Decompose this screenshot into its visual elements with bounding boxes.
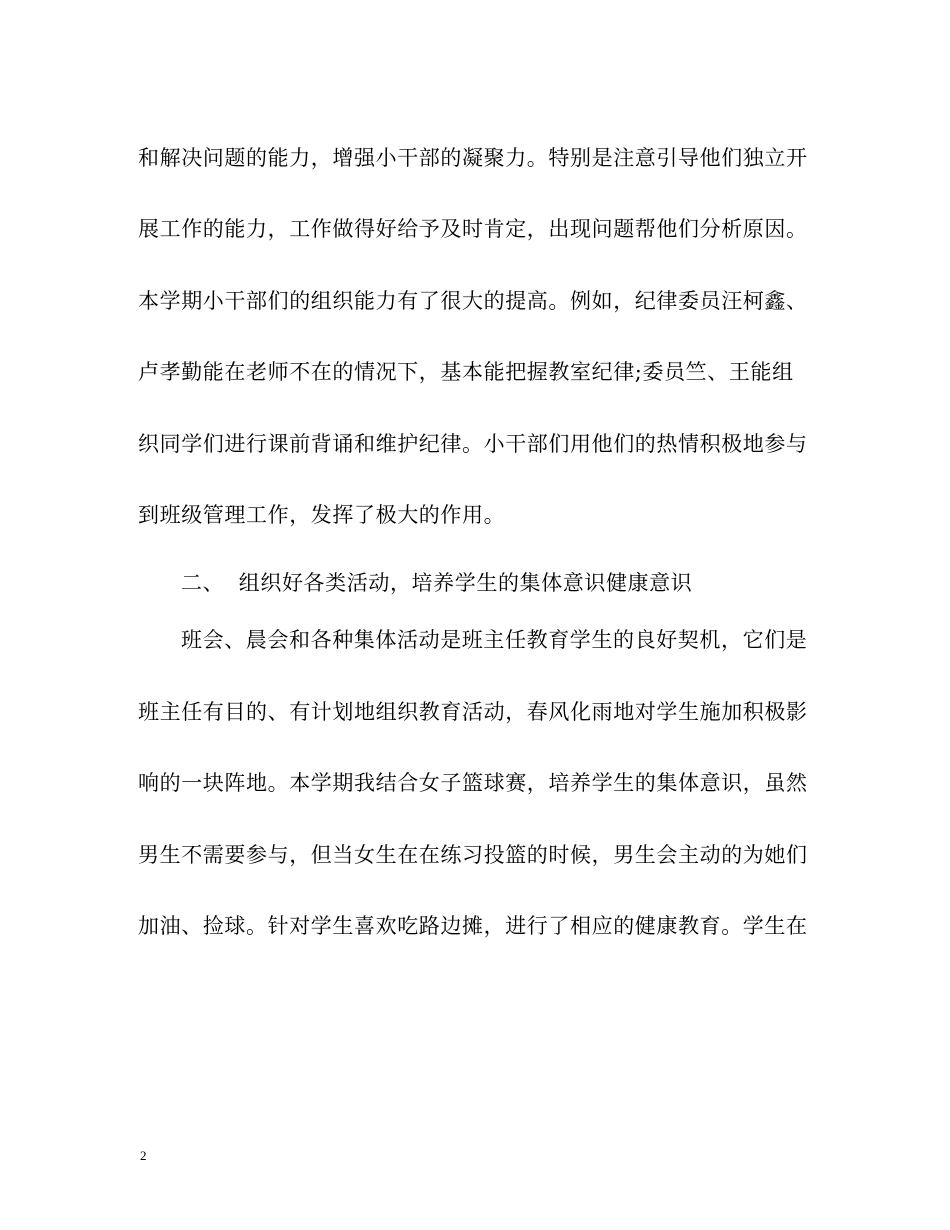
- paragraph-line: 到班级管理工作，发挥了极大的作用。: [138, 503, 506, 527]
- paragraph-line: 班主任有目的、有计划地组织教育活动，春风化雨地对学生施加积极影: [138, 700, 808, 724]
- paragraph-line: 加油、捡球。针对学生喜欢吃路边摊，进行了相应的健康教育。学生在: [138, 914, 808, 938]
- paragraph-line: 男生不需要参与，但当女生在在练习投篮的时候，男生会主动的为她们: [138, 843, 808, 867]
- paragraph-line: 本学期小干部们的组织能力有了很大的提高。例如，纪律委员汪柯鑫、: [138, 289, 808, 313]
- section-heading: 二、 组织好各类活动，培养学生的集体意识健康意识: [181, 571, 693, 595]
- paragraph-line: 和解决问题的能力，增强小干部的凝聚力。特别是注意引导他们独立开: [138, 146, 808, 170]
- page-number: 2: [140, 1148, 147, 1163]
- paragraph-line: 织同学们进行课前背诵和维护纪律。小干部们用他们的热情积极地参与: [138, 432, 808, 456]
- paragraph-first-line: 班会、晨会和各种集体活动是班主任教育学生的良好契机，它们是: [181, 628, 808, 652]
- paragraph-line: 响的一块阵地。本学期我结合女子篮球赛，培养学生的集体意识，虽然: [138, 771, 808, 795]
- paragraph-line: 展工作的能力，工作做得好给予及时肯定，出现问题帮他们分析原因。: [138, 217, 808, 241]
- paragraph-line: 卢孝勤能在老师不在的情况下，基本能把握教室纪律;委员竺、王能组: [138, 360, 794, 384]
